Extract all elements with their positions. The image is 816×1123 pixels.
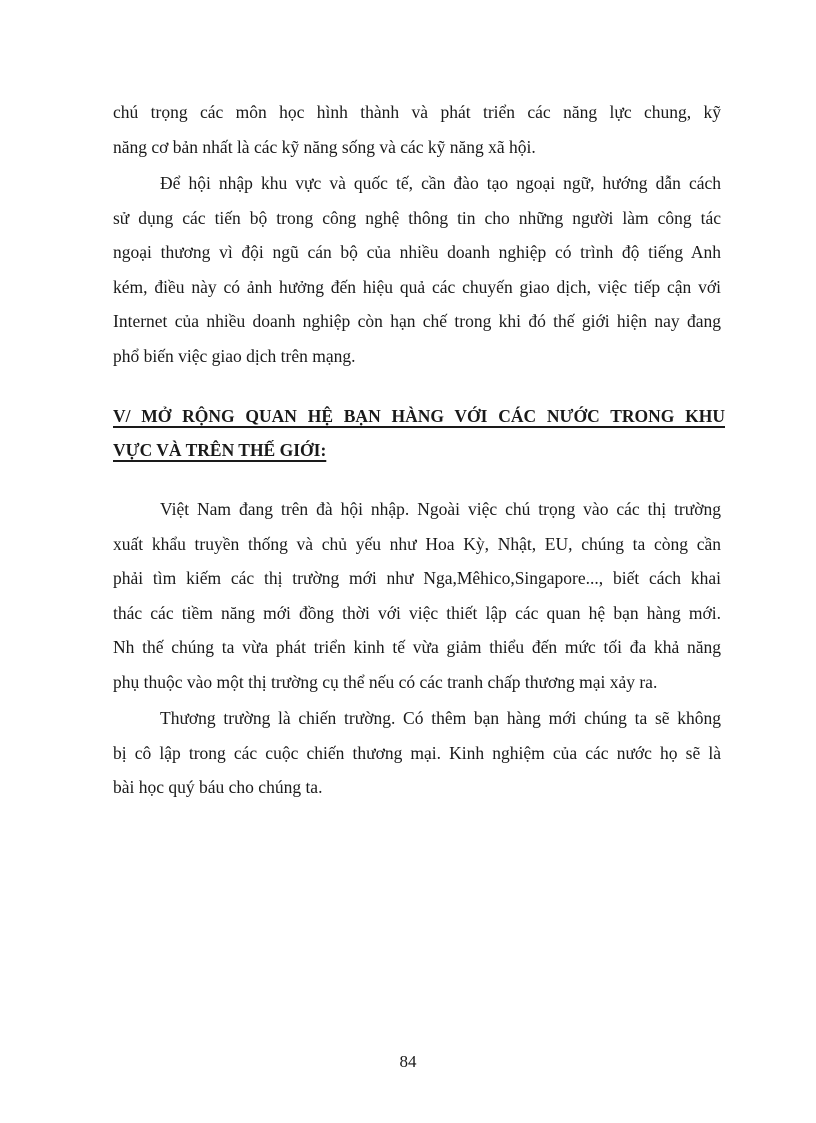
paragraph-4 [113,701,721,805]
section-heading [113,399,725,467]
text-line: phổ biến việc giao dịch trên mạng. [113,345,356,366]
text-line: Thương trường là chiến trường. Có thêm bạn hàng mới chúng ta sẽ không [160,708,721,728]
text-line: phụ thuộc vào một thị trường cụ thể nếu có các tranh chấp thương mại xảy ra. [113,671,658,692]
text-line: Để hội nhập khu vực và quốc tế, cần đào tạo ngoại ngữ, hướng dẫn cách [160,173,721,193]
paragraph-1 [113,95,721,164]
page-number: 84 [399,1052,417,1071]
text-line: Nh thế chúng ta vừa phát triển kinh tế vừa giảm thiểu đến mức tối đa khả năng [113,637,721,658]
text-line: xuất khẩu truyền thống và chủ yếu như Hoa Kỳ, Nhật, EU, chúng ta còng cần [113,533,721,554]
text-line: ngoại thương vì đội ngũ cán bộ của nhiều doanh nghiệp có trình độ tiếng Anh [113,242,721,263]
text-line: thác các tiềm năng mới đồng thời với việc thiết lập các quan hệ bạn hàng mới. [113,602,721,623]
heading-line: VỰC VÀ TRÊN THẾ GIỚI: [113,440,327,460]
paragraph-2 [113,166,721,374]
text-line: bị cô lập trong các cuộc chiến thương mại. Kinh nghiệm của các nước họ sẽ là [113,742,721,763]
text-line: bài học quý báu cho chúng ta. [113,777,323,798]
heading-line: V/ MỞ RỘNG QUAN HỆ BẠN HÀNG VỚI CÁC NƯỚC TRONG KHU [113,406,725,426]
text-line: Internet của nhiều doanh nghiệp còn hạn chế trong khi đó thế giới hiện nay đang [113,311,721,332]
text-line: phải tìm kiếm các thị trường mới như Nga,Mêhico,Singapore..., biết cách khai [113,568,721,589]
paragraph-3 [113,492,721,700]
text-line: chú trọng các môn học hình thành và phát triển các năng lực chung, kỹ [113,102,721,122]
text-line: Việt Nam đang trên đà hội nhập. Ngoài việc chú trọng vào các thị trường [160,499,721,519]
text-line: năng cơ bản nhất là các kỹ năng sống và các kỹ năng xã hội. [113,136,536,157]
text-line: kém, điều này có ảnh hưởng đến hiệu quả các chuyến giao dịch, việc tiếp cận với [113,276,721,297]
text-line: sử dụng các tiến bộ trong công nghệ thông tin cho những người làm công tác [113,207,721,228]
